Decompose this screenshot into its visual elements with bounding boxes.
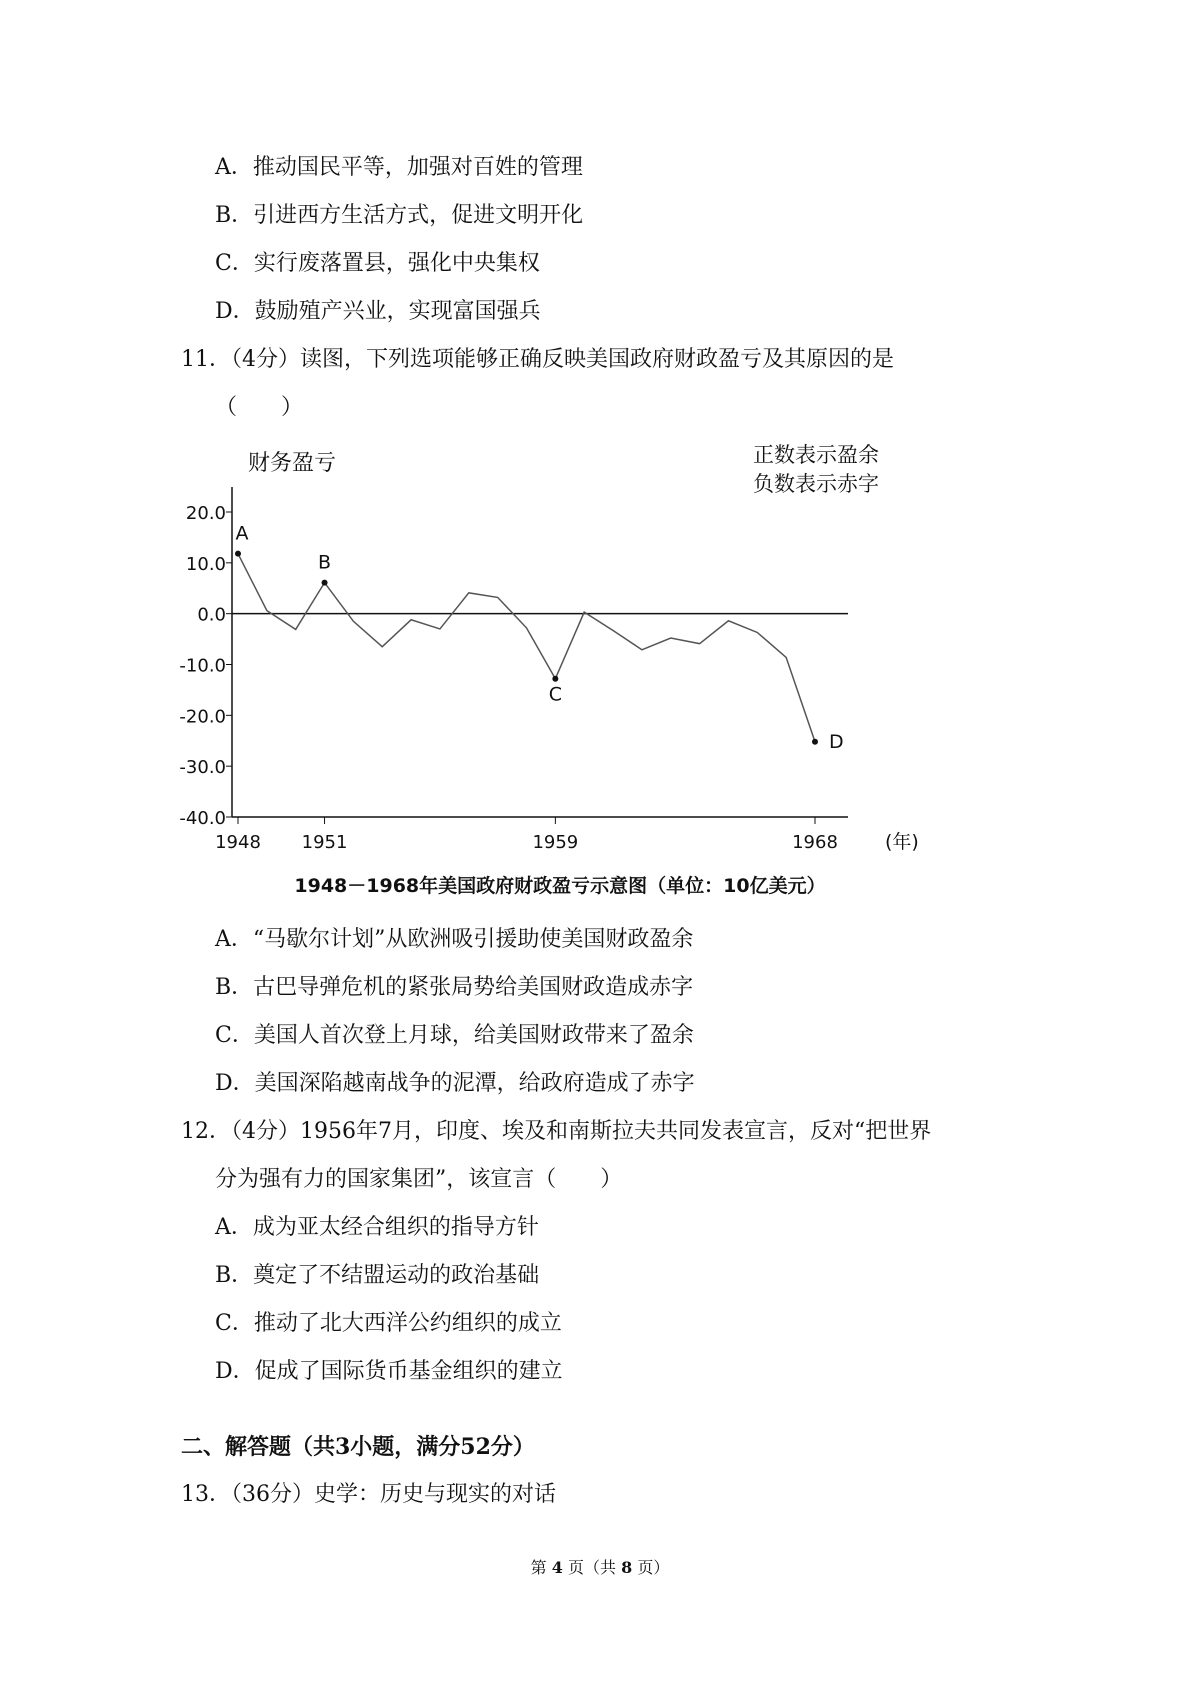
y-tick-label: -10.0: [179, 655, 226, 677]
y-tick-label: 10.0: [185, 553, 226, 575]
q12-option-c: C．推动了北大西洋公约组织的成立: [215, 1311, 562, 1336]
chart-ylabel: 财务盈亏: [248, 451, 337, 476]
x-unit-label: (年): [885, 831, 919, 853]
q12-option-b: B．奠定了不结盟运动的政治基础: [215, 1263, 540, 1288]
y-tick-label: 0.0: [197, 604, 226, 626]
point-marker: [812, 739, 818, 745]
footer-page-number: 4: [551, 1558, 563, 1577]
chart-note-1: 正数表示盈余: [753, 443, 879, 467]
q12-option-d: D．促成了国际货币基金组织的建立: [215, 1359, 563, 1384]
x-tick-label: 1968: [792, 832, 838, 853]
footer-mid: 页（共: [567, 1558, 616, 1577]
q12-option-a: A．成为亚太经合组织的指导方针: [215, 1215, 539, 1240]
q10-option-c: C．实行废落置县，强化中央集权: [215, 251, 540, 276]
q11-option-b: B．古巴导弹危机的紧张局势给美国财政造成赤字: [215, 975, 694, 1000]
chart-note-2: 负数表示赤字: [753, 472, 879, 496]
x-tick-label: 1959: [532, 832, 579, 853]
x-tick-label: 1948: [215, 832, 261, 853]
q10-option-d: D．鼓励殖产兴业，实现富国强兵: [215, 299, 541, 324]
footer-total-pages: 8: [621, 1558, 633, 1577]
q10-option-b: B．引进西方生活方式，促进文明开化: [215, 203, 584, 228]
chart-title: 1948－1968年美国政府财政盈亏示意图（单位：10亿美元）: [294, 875, 826, 897]
q11-option-c: C．美国人首次登上月球，给美国财政带来了盈余: [215, 1023, 694, 1048]
section-heading: 二、解答题（共3小题，满分52分）: [181, 1434, 535, 1460]
point-label: B: [318, 551, 332, 574]
footer-prefix: 第: [530, 1558, 547, 1577]
q13-stem: 13．（36分）史学：历史与现实的对话: [181, 1482, 556, 1507]
point-marker: [552, 676, 558, 682]
q12-stem-cont: 分为强有力的国家集团”，该宣言（ ）: [215, 1167, 623, 1192]
page-footer: [0, 1555, 1200, 1578]
point-label: D: [829, 730, 844, 753]
point-marker: [235, 551, 241, 557]
point-label: C: [548, 683, 562, 706]
q11-option-d: D．美国深陷越南战争的泥潭，给政府造成了赤字: [215, 1071, 695, 1096]
y-tick-label: -40.0: [179, 808, 226, 829]
q12-stem: 12．（4分）1956年7月，印度、埃及和南斯拉夫共同发表宣言，反对“把世界: [181, 1119, 932, 1144]
deficit-line-chart: [170, 432, 950, 902]
y-tick-label: 20.0: [185, 503, 226, 524]
point-label: A: [235, 522, 249, 545]
point-marker: [322, 580, 328, 586]
q11-stem: 11．（4分）读图，下列选项能够正确反映美国政府财政盈亏及其原因的是: [181, 347, 894, 372]
footer-suffix: 页）: [637, 1558, 670, 1577]
x-tick-label: 1951: [301, 832, 348, 853]
y-tick-label: -20.0: [179, 706, 226, 728]
y-tick-label: -30.0: [179, 757, 226, 779]
q11-option-a: A．“马歇尔计划”从欧洲吸引援助使美国财政盈余: [215, 927, 694, 952]
q10-option-a: A．推动国民平等，加强对百姓的管理: [215, 155, 583, 180]
q11-stem-bracket: （ ）: [215, 395, 304, 420]
